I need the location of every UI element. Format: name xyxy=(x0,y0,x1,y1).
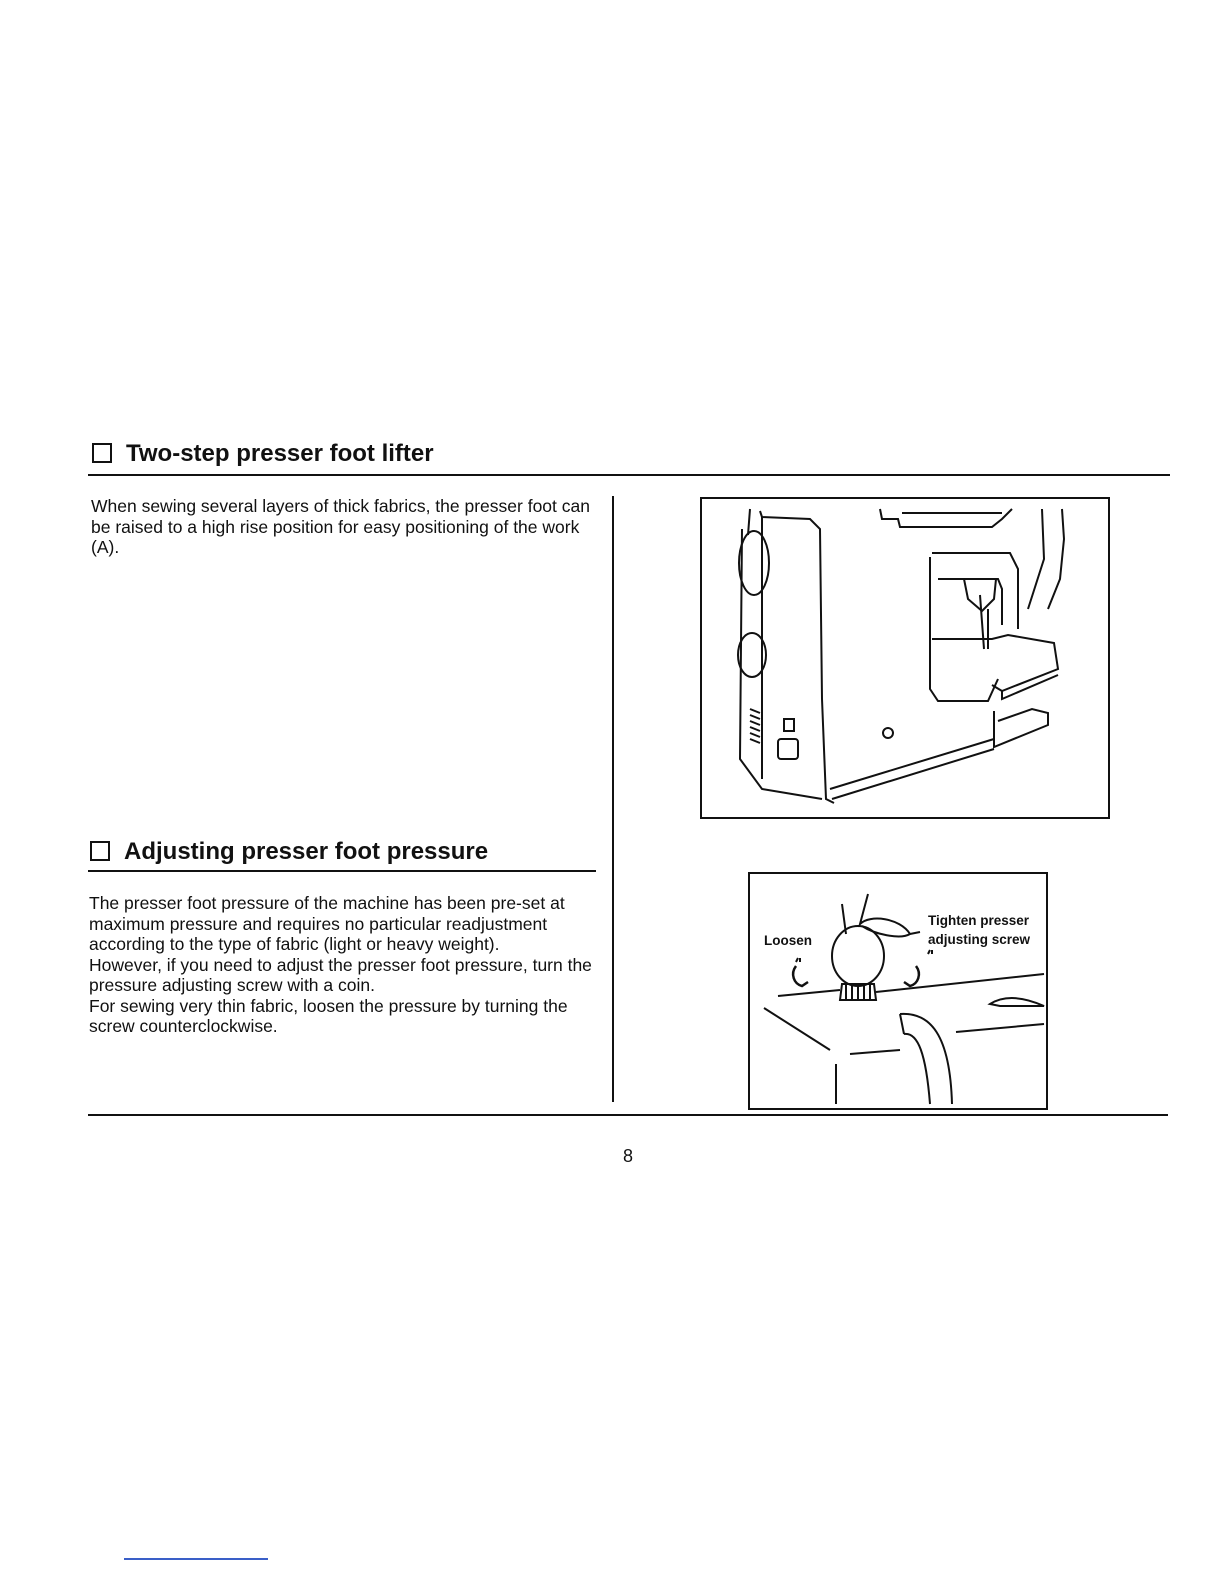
pressure-description xyxy=(89,893,601,1037)
page-number: 8 xyxy=(622,1146,633,1166)
label-tighten-line1: Tighten presser xyxy=(928,913,1030,928)
checkbox-icon xyxy=(90,841,110,861)
label-loosen: Loosen xyxy=(764,933,813,948)
section-title-lifter xyxy=(92,440,434,468)
pressure-paragraph-1: The presser foot pressure of the machine has been pre-set at maximum pressure and requires no particular readjustment according to the type of fabric (light or heavy weight). xyxy=(89,893,565,954)
section-title-pressure-text: Adjusting presser foot pressure xyxy=(124,838,489,865)
sewing-machine-illustration xyxy=(700,497,1110,819)
lifter-paragraph: When sewing several layers of thick fabrics, the presser foot can be raised to a high rise position for easy positioning of the work (A). xyxy=(91,496,590,557)
column-divider xyxy=(612,496,614,1102)
lifter-description xyxy=(91,496,601,558)
bottom-rule xyxy=(88,1114,1168,1116)
top-rule xyxy=(88,474,1170,476)
scan-artifact-line xyxy=(124,1558,268,1560)
pressure-screw-illustration xyxy=(748,872,1048,1110)
pressure-paragraph-2: However, if you need to adjust the presser foot pressure, turn the pressure adjusting screw with a coin. xyxy=(89,954,592,995)
section-title-pressure xyxy=(90,838,488,866)
sewing-machine-drawing xyxy=(702,499,1108,817)
pressure-screw-drawing xyxy=(750,874,1046,1108)
section-title-lifter-text: Two-step presser foot lifter xyxy=(126,440,434,467)
checkbox-icon xyxy=(92,443,112,463)
label-tighten-line2: adjusting screw xyxy=(928,932,1031,947)
pressure-paragraph-3: For sewing very thin fabric, loosen the pressure by turning the screw counterclockwise. xyxy=(89,995,568,1036)
pressure-heading-rule xyxy=(88,870,596,872)
